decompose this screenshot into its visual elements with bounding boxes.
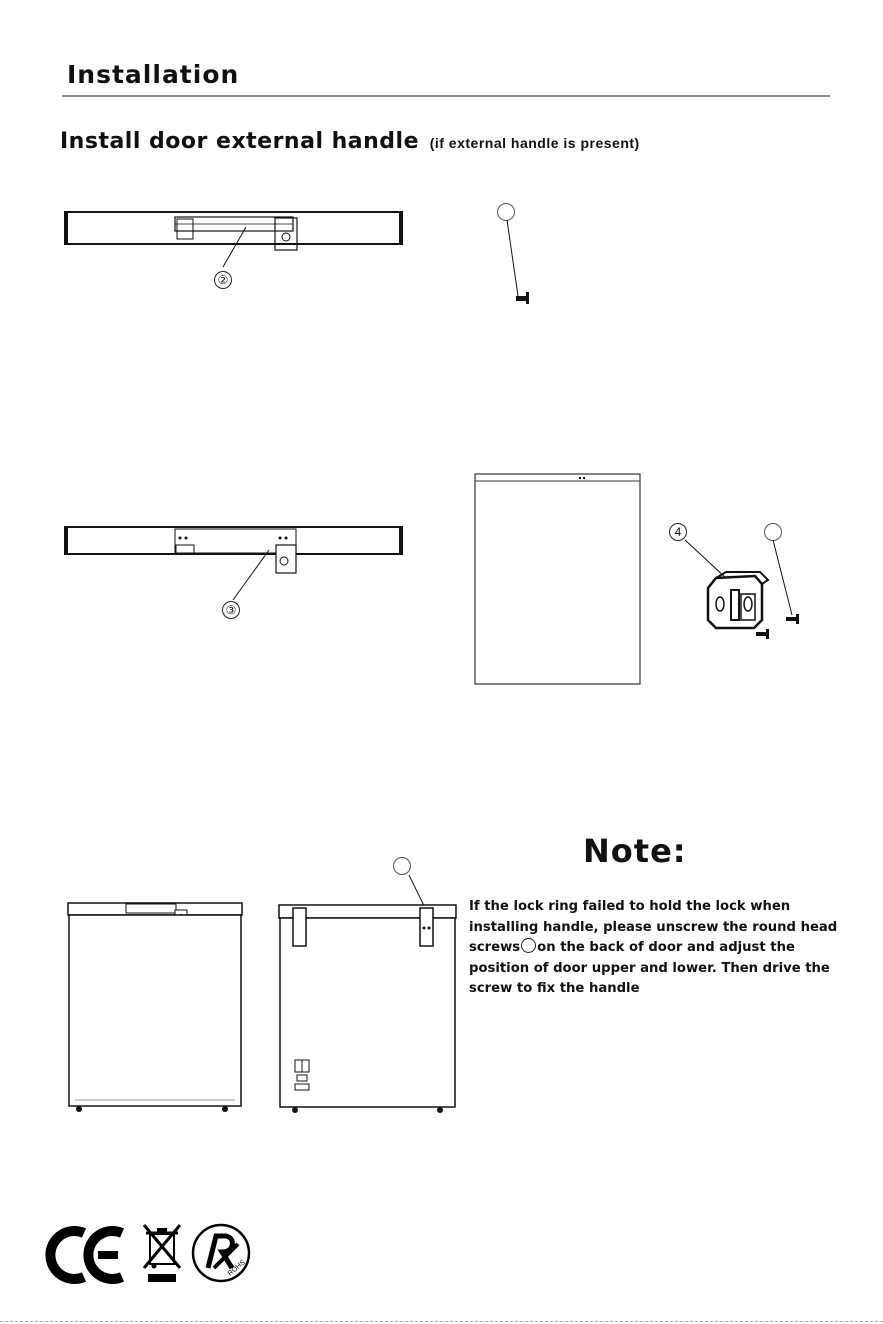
rohs-text: ROHS: [226, 1259, 247, 1278]
note-title: Note:: [583, 832, 687, 870]
section-heading-note: (if external handle is present): [429, 135, 640, 151]
note-line-1: If the lock ring failed to hold the lock when: [469, 899, 791, 914]
door-panel-figure: [473, 472, 643, 687]
lock-bracket-figure: [680, 540, 810, 650]
callout-2: ②: [214, 271, 232, 289]
note-line-4b: door upper and lower. Then drive the: [548, 960, 830, 976]
note-line-2: installing handle, please unscrew the round head: [469, 919, 838, 935]
note-line-4a: position of: [469, 960, 549, 976]
callout-3: ③: [222, 601, 240, 619]
section-heading-main: Install door external handle: [60, 129, 420, 154]
section-heading: [60, 127, 640, 155]
handle-bar-figure-2: [60, 520, 410, 600]
rohs-logo-icon: [190, 1222, 252, 1284]
note-body: [469, 897, 838, 1000]
handle-bar-figure-1: [60, 205, 410, 295]
page-title: Installation: [67, 60, 240, 89]
freezer-front-figure: [65, 898, 250, 1118]
page-bottom-border: [0, 1321, 883, 1323]
freezer-back-figure: [275, 870, 465, 1120]
title-underline: [62, 95, 830, 97]
callout-screw-1: [497, 203, 515, 221]
note-line-3: [469, 938, 829, 959]
screw-figure-1: [500, 220, 540, 310]
callout-4: 4: [669, 523, 687, 541]
note-line-3a: screws: [469, 940, 521, 955]
callout-screw-2: [764, 523, 782, 541]
weee-bin-icon: [140, 1222, 184, 1284]
ce-mark-icon: [50, 1225, 130, 1285]
screw-callout-icon: [521, 938, 536, 953]
note-line-5: screw to fix the handle: [469, 981, 640, 996]
note-line-3b: on the back of door and adjust the: [537, 940, 795, 955]
note-line-4: [469, 959, 829, 980]
